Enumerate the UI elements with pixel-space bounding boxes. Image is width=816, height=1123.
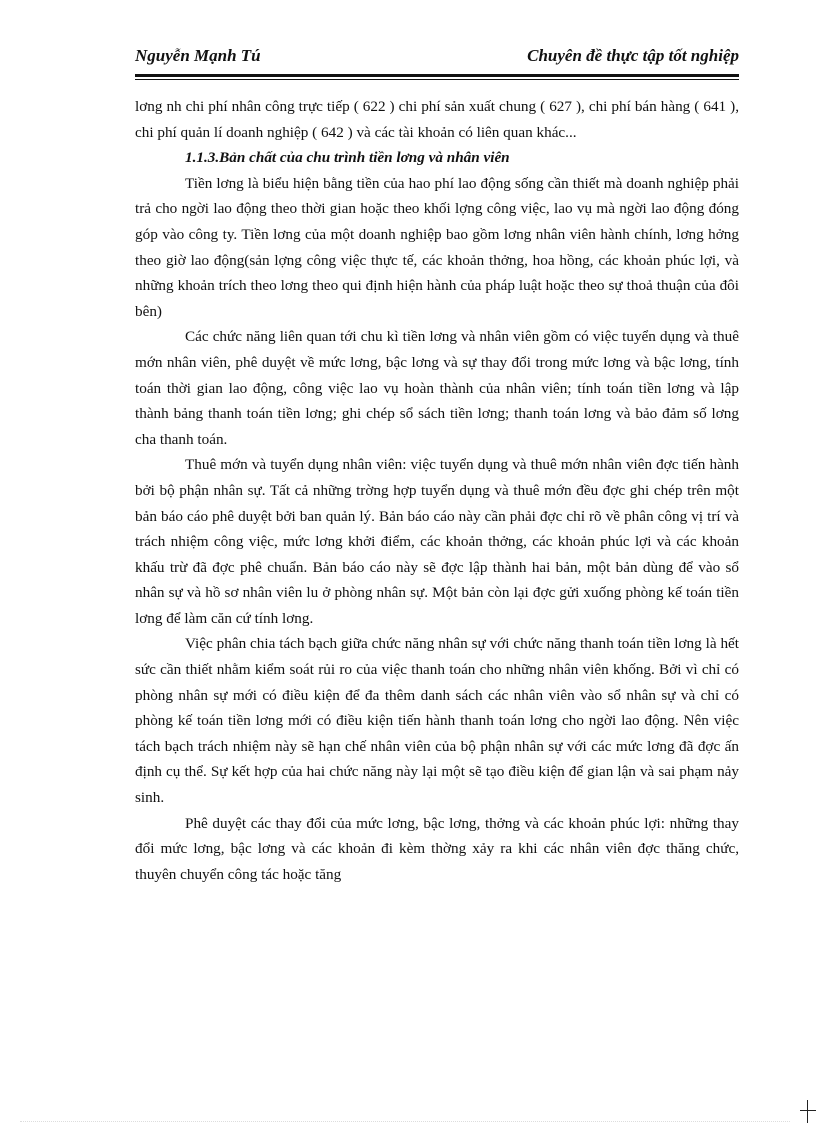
body-text	[135, 94, 739, 887]
paragraph-segregation: Việc phân chia tách bạch giữa chức năng nhân sự với chức năng thanh toán tiền lơng là hết sức cần thiết nhằm kiểm soát rủi ro của việc thanh toán cho những nhân viên khống. Bởi vì chỉ có phòng nhân sự mới có điều kiện để đa thêm danh sách các nhân viên vào sổ nhân sự và chỉ có phòng kế toán tiền lơng mới có điều kiện tiến hành thanh toán lơng cho ngời lao động. Nên việc tách bạch trách nhiệm này sẽ hạn chế nhân viên của bộ phận nhân sự với các mức lơng đã đợc ấn định cụ thể. Sự kết hợp của hai chức năng này lại một sẽ tạo điều kiện để gian lận và sai phạm nảy sinh.	[135, 635, 739, 807]
header-rule-thin	[135, 79, 739, 80]
section-heading: 1.1.3.Bản chất của chu trình tiền lơng và nhân viên	[185, 149, 510, 167]
paragraph-salary-definition: Tiền lơng là biểu hiện bằng tiền của hao phí lao động sống cần thiết mà doanh nghiệp phải trả cho ngời lao động theo thời gian hoặc theo khối lợng công việc, lao vụ mà ngời lao động đóng góp vào công ty. Tiền lơng của một doanh nghiệp bao gồm lơng nhân viên hành chính, lơng hởng theo giờ lao động(sản lợng công việc thực tế, các khoản thởng, hoa hồng, các khoản phúc lợi, và những khoản trích theo lơng theo qui định hiện hành của pháp luật hoặc theo sự thoả thuận của đôi bên)	[135, 174, 739, 320]
crop-mark-vertical	[807, 1100, 808, 1123]
header-rule-thick	[135, 74, 739, 77]
paragraph-approval: Phê duyệt các thay đổi của mức lơng, bậc lơng, thởng và các khoản phúc lợi: những thay đổi mức lơng, bậc lơng và các khoản đi kèm thờng xảy ra khi các nhân viên đợc thăng chức, thuyên chuyển công tác hoặc tăng	[135, 814, 739, 883]
header-title: Chuyên đề thực tập tốt nghiệp	[527, 46, 739, 65]
page-bottom-border	[20, 1121, 790, 1122]
paragraph-continuation: lơng nh chi phí nhân công trực tiếp ( 622 ) chi phí sản xuất chung ( 627 ), chi phí bán hàng ( 641 ), chi phí quản lí doanh nghiệp ( 642 ) và các tài khoản có liên quan khác...	[135, 98, 739, 141]
page-header	[135, 46, 739, 76]
crop-mark-horizontal	[800, 1110, 816, 1111]
paragraph-hiring: Thuê mớn và tuyển dụng nhân viên: việc tuyển dụng và thuê mớn nhân viên đợc tiến hành bởi bộ phận nhân sự. Tất cả những trờng hợp tuyển dụng và thuê mớn đều đợc ghi chép trên một bản báo cáo phê duyệt bởi ban quản lý. Bản báo cáo này cần phải đợc chỉ rõ về phân công vị trí và trách nhiệm công việc, mức lơng khởi điểm, các khoản thởng, các khoản phúc lợi và các khoản khấu trừ đã đợc phê chuẩn. Bản báo cáo này sẽ đợc lập thành hai bản, một bản dùng để vào sổ nhân sự và hồ sơ nhân viên lu ở phòng nhân sự. Một bản còn lại đợc gửi xuống phòng kế toán tiền lơng để làm căn cứ tính lơng.	[135, 456, 739, 627]
header-author: Nguyễn Mạnh Tú	[135, 46, 261, 65]
paragraph-payroll-functions: Các chức năng liên quan tới chu kì tiền lơng và nhân viên gồm có việc tuyển dụng và thuê mớn nhân viên, phê duyệt về mức lơng, bậc lơng và sự thay đổi trong mức lơng và bậc lơng, tính toán thời gian lao động, công việc lao vụ hoàn thành của nhân viên; tính toán tiền lơng và lập thành bảng thanh toán tiền lơng; ghi chép sổ sách tiền lơng; thanh toán lơng và bảo đảm số lơng cha thanh toán.	[135, 328, 739, 448]
